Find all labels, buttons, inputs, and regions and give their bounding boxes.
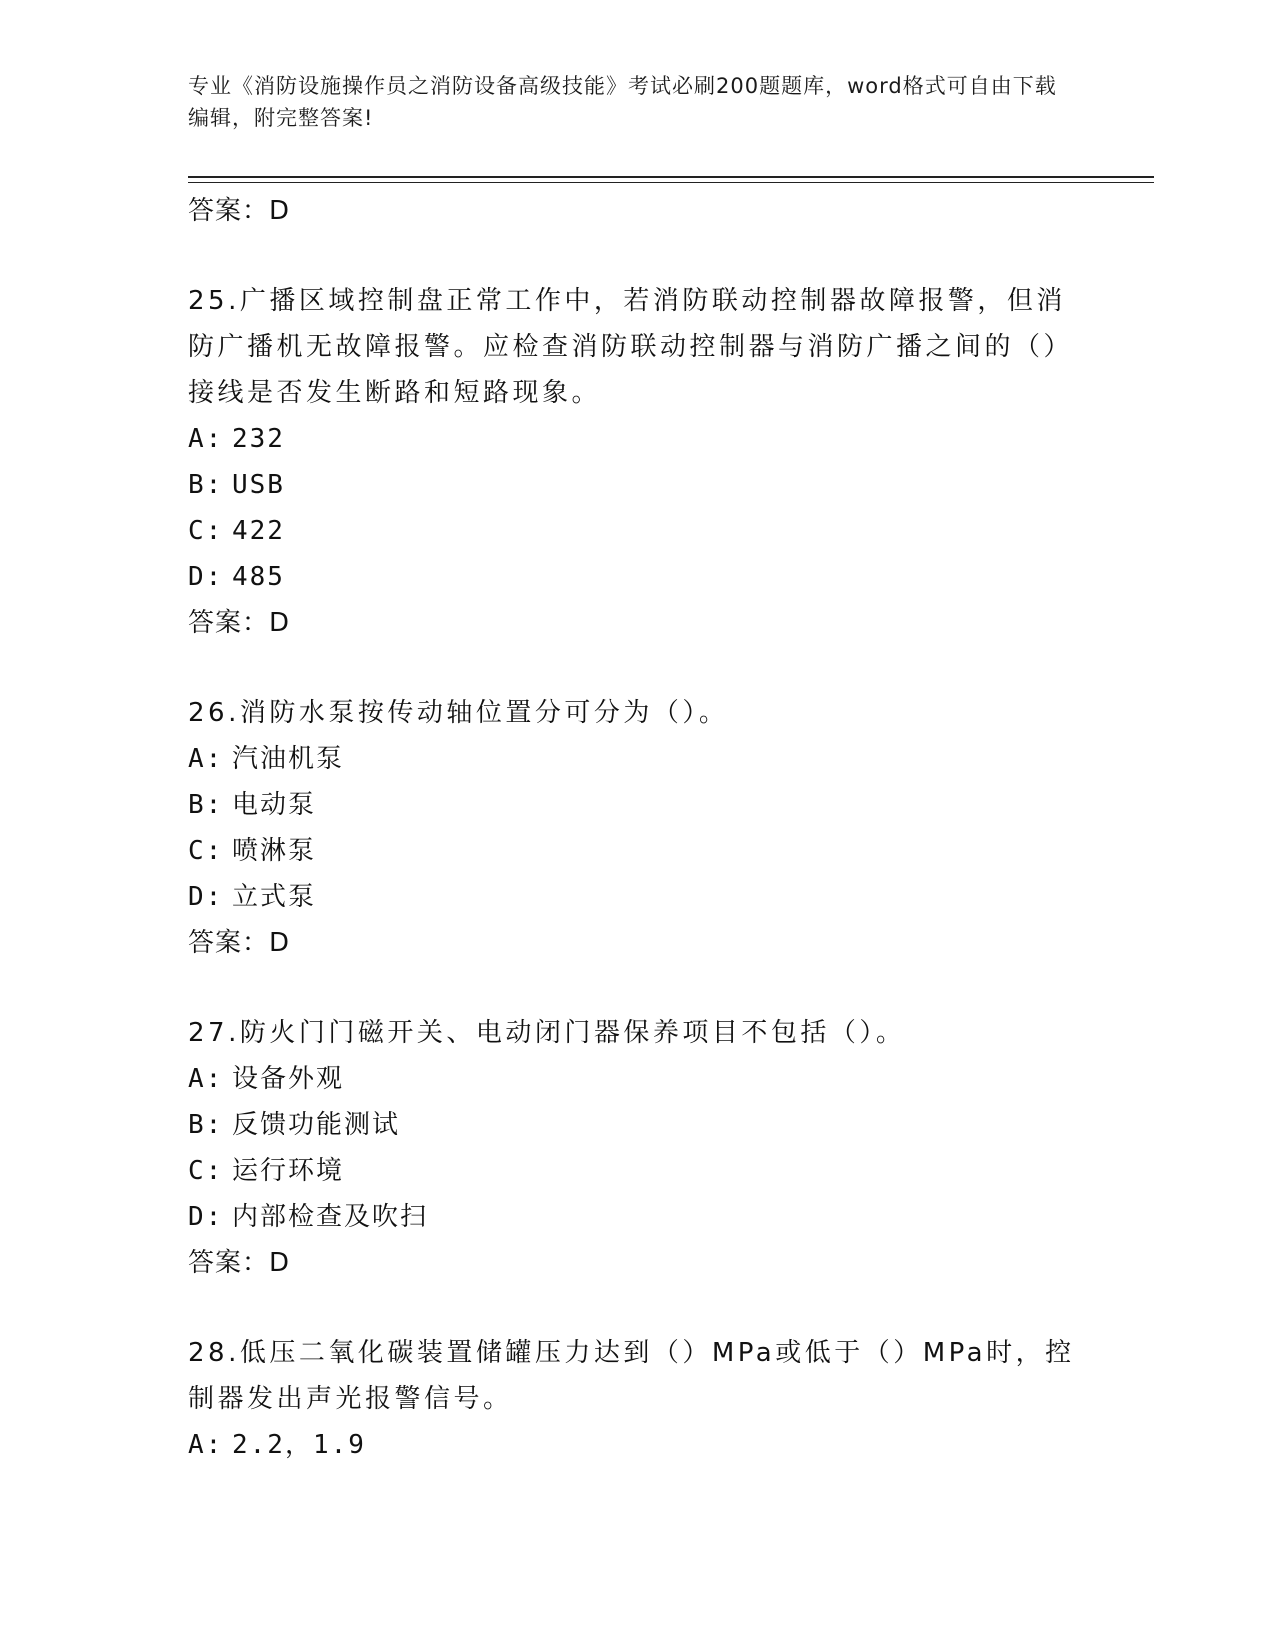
- option-c: [188, 1148, 1088, 1194]
- option-text: 运行环境: [232, 1156, 345, 1186]
- answer-line: 答案：D: [188, 196, 291, 226]
- option-letter: B:: [188, 1110, 224, 1140]
- option-text: 反馈功能测试: [232, 1110, 401, 1140]
- option-letter: A:: [188, 1430, 224, 1460]
- option-letter: A:: [188, 1064, 224, 1094]
- question-stem: 28.低压二氧化碳装置储罐压力达到（）MPa或低于（）MPa时，控制器发出声光报警信号。: [188, 1338, 1075, 1414]
- option-b: [188, 782, 1088, 828]
- option-d: [188, 874, 1088, 920]
- option-letter: D:: [188, 882, 224, 912]
- option-letter: B:: [188, 470, 224, 500]
- header-divider-thin: [188, 182, 1154, 183]
- answer-line: 答案：D: [188, 928, 291, 958]
- option-a: [188, 736, 1088, 782]
- question-item: [188, 1330, 1088, 1468]
- question-stem: 27.防火门门磁开关、电动闭门器保养项目不包括（）。: [188, 1018, 906, 1048]
- option-letter: C:: [188, 836, 224, 866]
- option-b: [188, 462, 1088, 508]
- option-a: [188, 1056, 1088, 1102]
- option-c: [188, 828, 1088, 874]
- option-a: [188, 416, 1088, 462]
- option-letter: D:: [188, 562, 224, 592]
- answer-line: 答案：D: [188, 608, 291, 638]
- option-text: 立式泵: [232, 882, 317, 912]
- option-letter: A:: [188, 424, 224, 454]
- option-b: [188, 1102, 1088, 1148]
- option-c: [188, 508, 1088, 554]
- option-letter: D:: [188, 1202, 224, 1232]
- option-d: [188, 1194, 1088, 1240]
- answer-line: 答案：D: [188, 1248, 291, 1278]
- option-text: 内部检查及吹扫: [232, 1202, 429, 1232]
- option-text: 喷淋泵: [232, 836, 317, 866]
- option-text: 485: [232, 562, 285, 592]
- option-text: 2.2，1.9: [232, 1430, 366, 1460]
- header-divider: [188, 176, 1154, 178]
- option-text: 汽油机泵: [232, 744, 345, 774]
- question-item: [188, 1010, 1088, 1286]
- question-item: [188, 278, 1088, 646]
- option-letter: C:: [188, 1156, 224, 1186]
- option-letter: A:: [188, 744, 224, 774]
- question-stem: 26.消防水泵按传动轴位置分可分为（）。: [188, 698, 729, 728]
- option-d: [188, 554, 1088, 600]
- option-text: USB: [232, 470, 285, 500]
- option-text: 电动泵: [232, 790, 317, 820]
- option-text: 422: [232, 516, 285, 546]
- question-item: [188, 690, 1088, 966]
- option-a: [188, 1422, 1088, 1468]
- option-letter: B:: [188, 790, 224, 820]
- question-stem: 25.广播区域控制盘正常工作中，若消防联动控制器故障报警，但消防广播机无故障报警。应检查消防联动控制器与消防广播之间的（）接线是否发生断路和短路现象。: [188, 286, 1074, 408]
- option-text: 232: [232, 424, 285, 454]
- question-list: [188, 188, 1088, 1468]
- document-header: 专业《消防设施操作员之消防设备高级技能》考试必刷200题题库，word格式可自由下载编辑，附完整答案!: [188, 74, 1057, 130]
- option-letter: C:: [188, 516, 224, 546]
- option-text: 设备外观: [232, 1064, 345, 1094]
